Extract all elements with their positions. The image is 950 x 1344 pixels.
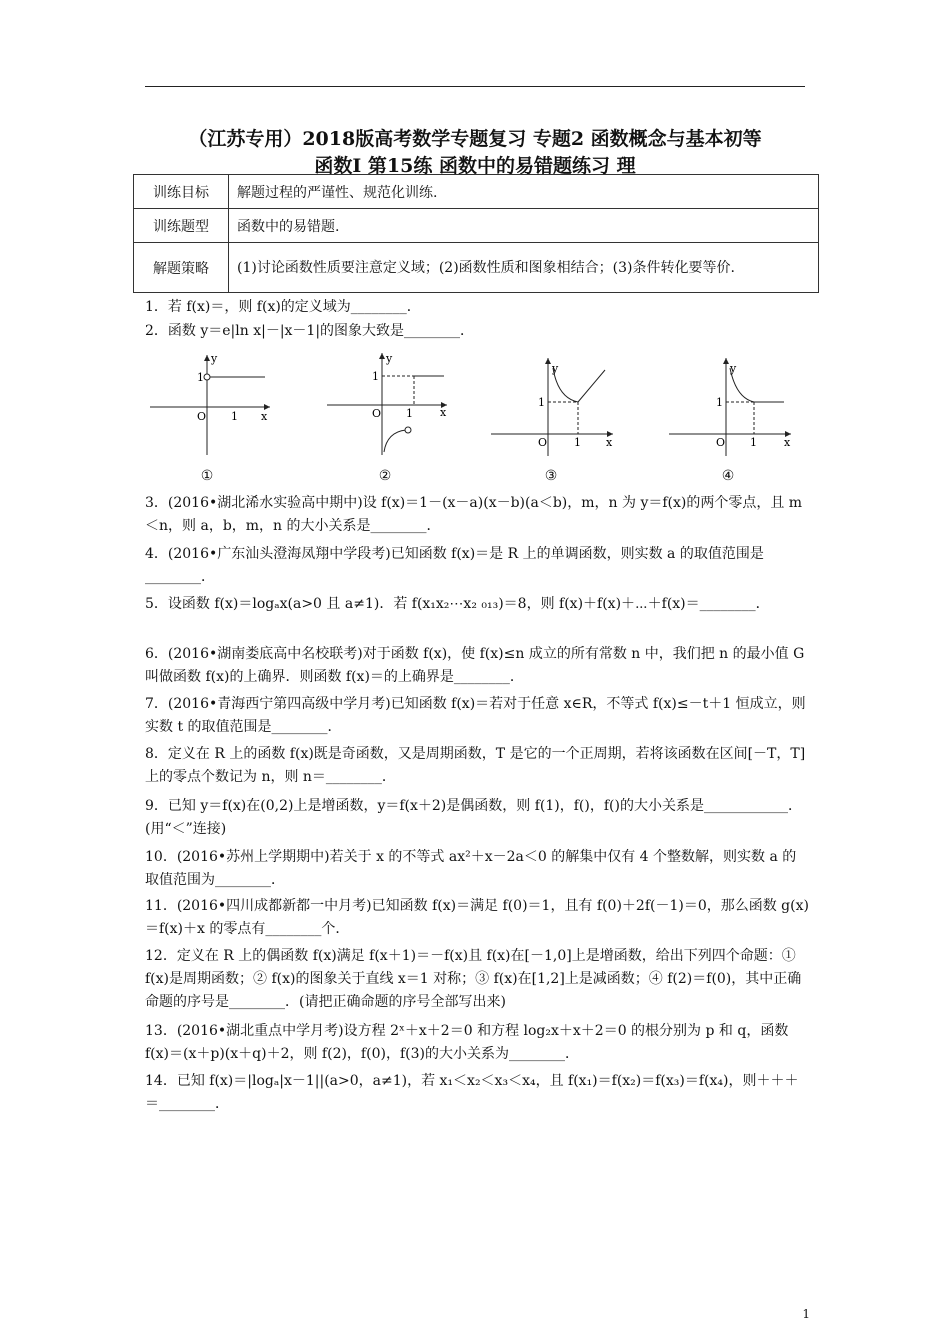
question-5: 5．设函数 f(x)＝logₐx(a>0 且 a≠1)．若 f(x₁x₂⋯x₂ ₀₁₃)＝8，则 f(x)＋f(x)＋⋯＋f(x)＝________．: [145, 596, 770, 612]
axis-label-y: y: [386, 352, 393, 365]
question-13: 13．(2016•湖北重点中学月考)设方程 2ˣ＋x＋2＝0 和方程 log₂x＋x＋2＝0 的根分别为 p 和 q，函数 f(x)＝(x＋p)(x＋q)＋2，则 f(2)，f(0)，f(3)的大小关系为________．: [145, 1023, 789, 1062]
question-3: 3．(2016•湖北浠水实验高中期中)设 f(x)＝1－(x－a)(x－b)(a＜b)，m，n 为 y＝f(x)的两个零点，且 m＜n，则 a，b，m，n 的大小关系是________．: [145, 495, 803, 534]
origin-label: O: [716, 436, 726, 449]
graph-option-4: [666, 350, 796, 460]
question-1: 1．若 f(x)＝，则 f(x)的定义域为________．: [145, 299, 421, 315]
graph-option-1: [145, 350, 275, 460]
tick-label: 1: [197, 371, 204, 384]
tick-label: 1: [406, 407, 413, 420]
page-number: 1: [802, 1307, 810, 1321]
page-title-line2: 函数Ⅰ 第15练 函数中的易错题练习 理: [314, 155, 636, 177]
info-key: 训练题型: [134, 209, 229, 243]
axis-label-x: x: [440, 406, 447, 419]
table-row: [134, 209, 819, 243]
graph-caption-2: ②: [378, 468, 392, 484]
header-rule: [145, 86, 805, 87]
axis-label-y: y: [211, 352, 218, 365]
question-9: 9．已知 y＝f(x)在(0,2)上是增函数，y＝f(x＋2)是偶函数，则 f(1)，f()，f()的大小关系是____________．(用“＜”连接): [145, 798, 802, 837]
axis-label-x: x: [606, 436, 613, 449]
info-value: 解题过程的严谨性、规范化训练.: [229, 175, 819, 209]
question-6: 6．(2016•湖南娄底高中名校联考)对于函数 f(x)，使 f(x)≤n 成立的所有常数 n 中，我们把 n 的最小值 G 叫做函数 f(x)的上确界．则函数 f(x)＝的上确界是________．: [145, 646, 805, 685]
page-title-line1: （江苏专用）2018版高考数学专题复习 专题2 函数概念与基本初等: [188, 128, 762, 150]
tick-label: 1: [372, 370, 379, 383]
table-row: [134, 243, 819, 293]
question-4: 4．(2016•广东汕头澄海凤翔中学段考)已知函数 f(x)＝是 R 上的单调函数，则实数 a 的取值范围是________．: [145, 546, 764, 585]
info-key: 训练目标: [134, 175, 229, 209]
question-8: 8．定义在 R 上的函数 f(x)既是奇函数，又是周期函数，T 是它的一个正周期，若将该函数在区间[－T，T]上的零点个数记为 n，则 n＝________．: [145, 746, 806, 785]
info-value: (1)讨论函数性质要注意定义域；(2)函数性质和图象相结合；(3)条件转化要等价.: [229, 243, 819, 293]
table-row: [134, 175, 819, 209]
info-value: 函数中的易错题.: [229, 209, 819, 243]
question-14: 14．已知 f(x)＝|logₐ|x－1||(a>0，a≠1)，若 x₁＜x₂＜x₃＜x₄，且 f(x₁)＝f(x₂)＝f(x₃)＝f(x₄)，则＋＋＋＝________．: [145, 1073, 799, 1112]
axis-label-x: x: [784, 436, 791, 449]
axis-label-y: y: [730, 362, 737, 375]
training-info-table: [133, 174, 819, 293]
graph-option-2: [322, 350, 452, 460]
tick-label: 1: [716, 396, 723, 409]
question-2: 2．函数 y＝e|ln x|－|x－1|的图象大致是________．: [145, 323, 475, 339]
axis-label-x: x: [261, 410, 268, 423]
tick-label: 1: [231, 410, 238, 423]
info-key: 解题策略: [134, 243, 229, 293]
question-12: 12．定义在 R 上的偶函数 f(x)满足 f(x＋1)＝－f(x)且 f(x)在[－1,0]上是增函数，给出下列四个命题：① f(x)是周期函数；② f(x)的图象关于直线 x＝1 对称；③ f(x)在[1,2]上是减函数；④ f(2)＝f(0)，其中正确命题的序号是________．(请把正确命题的序号全部写出来): [145, 948, 802, 1010]
tick-label: 1: [538, 396, 545, 409]
tick-label: 1: [750, 436, 757, 449]
graph-caption-1: ①: [200, 468, 214, 484]
axis-label-y: y: [552, 362, 559, 375]
origin-label: O: [372, 407, 382, 420]
origin-label: O: [197, 410, 207, 423]
tick-label: 1: [574, 436, 581, 449]
graph-caption-3: ③: [544, 468, 558, 484]
question-11: 11．(2016•四川成都新都一中月考)已知函数 f(x)＝满足 f(0)＝1，且有 f(0)＋2f(－1)＝0，那么函数 g(x)＝f(x)＋x 的零点有________个．: [145, 898, 809, 937]
question-7: 7．(2016•青海西宁第四高级中学月考)已知函数 f(x)＝若对于任意 x∈R，不等式 f(x)≤－t＋1 恒成立，则实数 t 的取值范围是________．: [145, 696, 806, 735]
origin-label: O: [538, 436, 548, 449]
graph-caption-4: ④: [721, 468, 735, 484]
question-10: 10．(2016•苏州上学期期中)若关于 x 的不等式 ax²＋x－2a＜0 的解集中仅有 4 个整数解，则实数 a 的取值范围为________．: [145, 849, 797, 888]
graph-option-3: [488, 350, 618, 460]
